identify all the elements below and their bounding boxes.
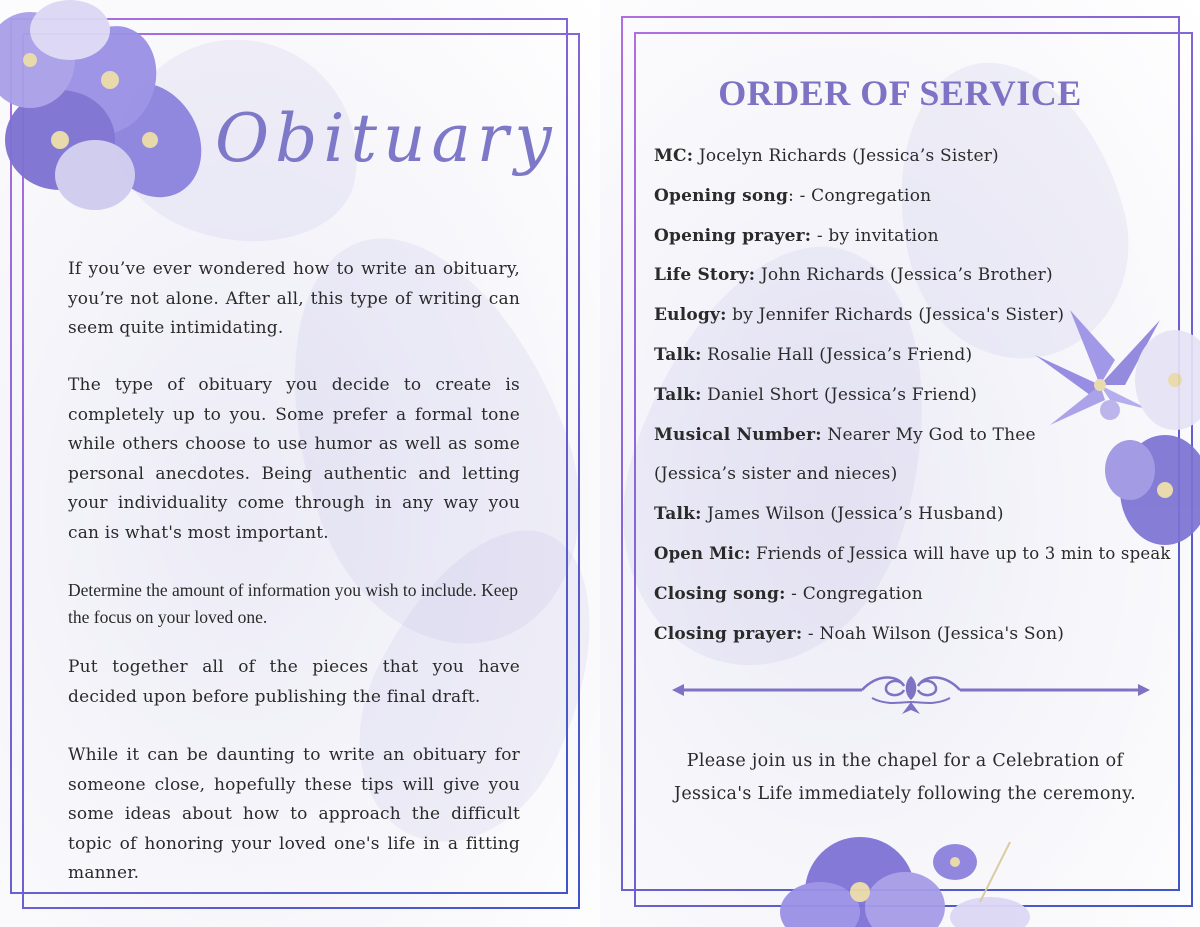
flower-cluster-bottom (750, 822, 1040, 927)
obituary-paragraph: If you’ve ever wondered how to write an obituary, you’re not alone. After all, this type of writing can seem quite intimidating. (68, 259, 520, 338)
obituary-title (215, 100, 558, 177)
program-item-text: - Noah Wilson (Jessica's Son) (802, 623, 1065, 644)
program-item-label: Opening prayer: (654, 225, 812, 246)
program-item-label: Closing prayer: (654, 623, 803, 644)
program-item-label: Open Mic: (654, 543, 751, 563)
flower-cluster-top-left (0, 0, 210, 225)
program-item-label: Talk: (654, 384, 702, 405)
obituary-paragraph: The type of obituary you decide to create is completely up to you. Some prefer a formal tone while others choose to use humor as well as some personal anecdotes. Being authentic and letting your individuality come through in any way you can is what's most important. (68, 375, 520, 543)
program-item-label: Talk: (654, 504, 702, 525)
flower-cluster-right (1030, 290, 1200, 600)
program-item-text: Rosalie Hall (Jessica’s Friend) (701, 344, 973, 365)
obituary-paragraph: Determine the amount of information you wish to include. Keep the focus on your loved one. (68, 580, 519, 627)
closing-line: Please join us in the chapel for a Celebration of (686, 751, 1124, 771)
program-item-text: James Wilson (Jessica’s Husband) (701, 504, 1004, 525)
program-item-text: by Jennifer Richards (Jessica's Sister) (726, 305, 1065, 326)
closing-line: Jessica's Life immediately following the ceremony. (674, 784, 1136, 804)
program-item-label: Opening song (654, 185, 789, 206)
program-item (654, 624, 1171, 664)
closing-invitation (600, 745, 1200, 811)
program-item-label: Life Story: (654, 265, 756, 286)
obituary-paragraph: While it can be daunting to write an obituary for someone close, hopefully these tips will give you some ideas about how to approach the difficult topic of honoring your loved one's life in a fitting manner. (68, 745, 520, 883)
program-item-text: Daniel Short (Jessica’s Friend) (701, 384, 978, 405)
ornamental-divider (672, 672, 1150, 722)
program-item-text: John Richards (Jessica’s Brother) (755, 265, 1053, 286)
program-item-label: Eulogy: (654, 305, 727, 326)
program-item-label: Closing song: (654, 583, 786, 604)
obituary-paragraph: Put together all of the pieces that you have decided upon before publishing the final draft. (68, 657, 520, 707)
program-item-text: (Jessica’s sister and nieces) (654, 464, 898, 485)
program-item (654, 146, 1171, 186)
program-item-label: MC: (654, 146, 694, 166)
program-item-label: Talk: (654, 344, 702, 365)
program-item-text: Nearer My God to Thee (821, 424, 1036, 445)
program-item-label: Musical Number: (654, 424, 822, 445)
program-item-text: - by invitation (811, 225, 939, 246)
order-of-service-title: ORDER OF SERVICE (718, 73, 1082, 113)
program-item-text: Jocelyn Richards (Jessica’s Sister) (693, 146, 999, 166)
program-item (654, 186, 1171, 226)
program-item (654, 226, 1171, 266)
obituary-title-text: Obituary (215, 100, 558, 177)
program-item-text: - Congregation (785, 583, 923, 604)
program-item-text: Friends of Jessica will have up to 3 min to speak (750, 543, 1171, 563)
program-item-text: : - Congregation (788, 185, 932, 206)
